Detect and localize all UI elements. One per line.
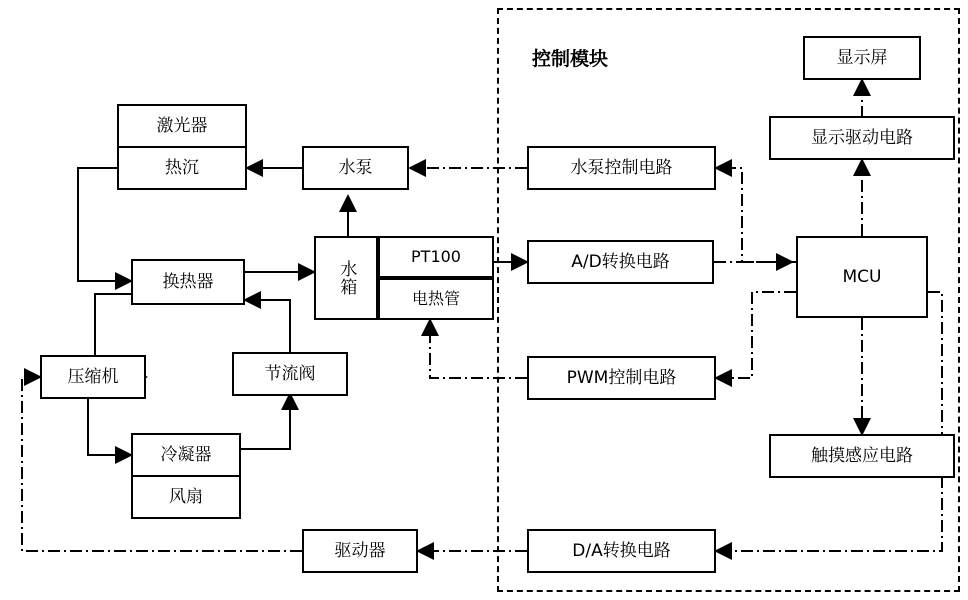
node-heater-tube[interactable]: 电热管 [378,278,494,320]
node-fan[interactable]: 风扇 [131,475,241,519]
node-mcu[interactable]: MCU [796,236,928,318]
control-module-label: 控制模块 [532,48,609,70]
node-pump-control-circuit[interactable]: 水泵控制电路 [527,146,716,190]
node-water-tank[interactable]: 水箱 [314,236,378,320]
node-touch-sensing-circuit[interactable]: 触摸感应电路 [769,434,955,478]
node-condenser[interactable]: 冷凝器 [131,433,241,477]
node-throttle-valve[interactable]: 节流阀 [232,352,348,396]
node-ad-converter-circuit[interactable]: A/D转换电路 [527,240,714,284]
node-pump[interactable]: 水泵 [302,146,409,190]
node-heatsink[interactable]: 热沉 [117,146,247,190]
node-pt100[interactable]: PT100 [378,236,494,278]
node-display[interactable]: 显示屏 [803,36,921,80]
node-pwm-control-circuit[interactable]: PWM控制电路 [527,356,716,400]
node-laser[interactable]: 激光器 [117,104,247,148]
node-display-driver-circuit[interactable]: 显示驱动电路 [769,116,955,160]
node-driver[interactable]: 驱动器 [302,529,418,573]
node-compressor[interactable]: 压缩机 [40,355,146,399]
node-heat-exchanger[interactable]: 换热器 [131,259,245,305]
node-da-converter-circuit[interactable]: D/A转换电路 [527,529,716,573]
